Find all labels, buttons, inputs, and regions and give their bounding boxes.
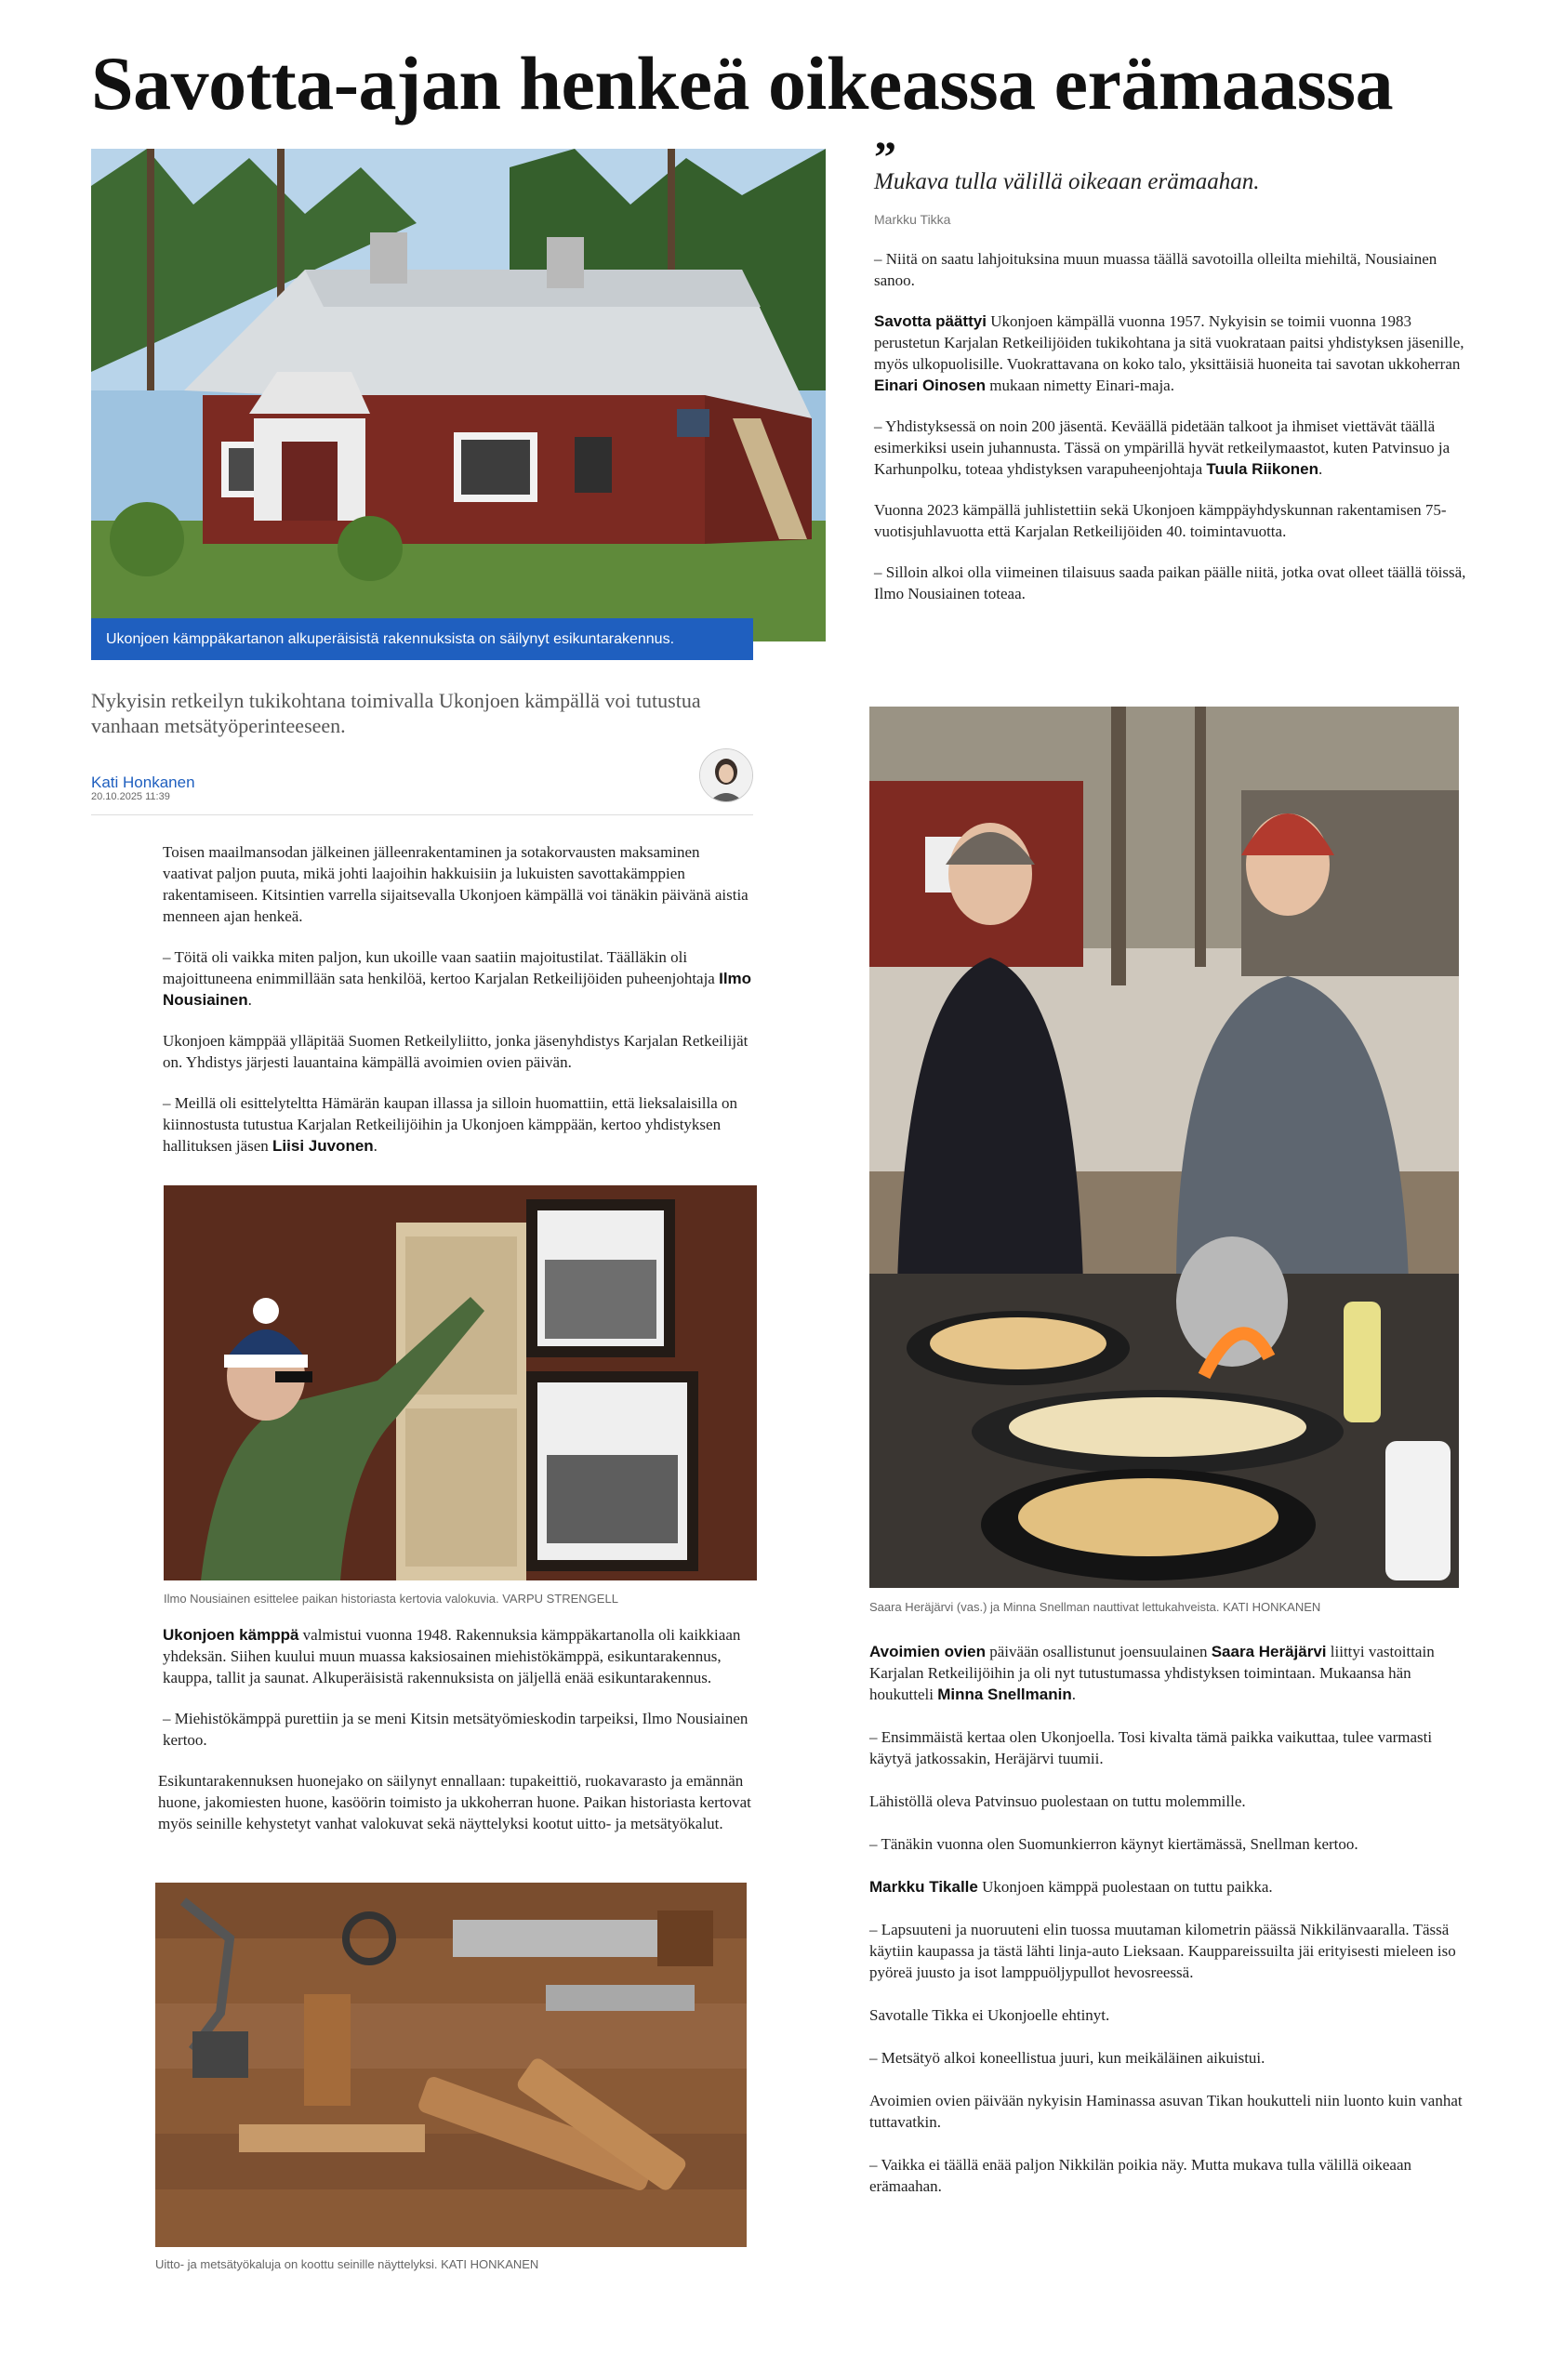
photo-tools-caption: Uitto- ja metsätyökaluja on koottu seinille näyttelyksi. KATI HONKANEN <box>155 2257 539 2271</box>
quote-mark: ” <box>874 133 896 182</box>
hero-caption: Ukonjoen kämppäkartanon alkuperäisistä rakennuksista on säilynyt esikuntarakennus. <box>91 618 753 660</box>
paragraph: – Töitä oli vaikka miten paljon, kun ukoille vaan saatiin majoitustilat. Täälläkin oli majoittuneena enimmillään sata henkilöä, kertoo Karjalan Retkeilijöiden puheenjohtaja Ilmo Nousiainen. <box>163 948 752 1009</box>
paragraph: Vuonna 2023 kämpällä juhlistettiin sekä Ukonjoen kämppäyhdyskunnan rakentamisen 75-vuotisjuhlavuotta että Karjalan Retkeilijöiden 40. toimintavuotta. <box>874 501 1447 540</box>
hero-photo-cabin <box>91 149 826 641</box>
lead-text: Nykyisin retkeilyn tukikohtana toimivalla Ukonjoen kämpällä voi tutustua vanhaan metsätyöperinteeseen. <box>91 689 701 737</box>
left-text-block-1 <box>163 841 753 1157</box>
right-text-block-1 <box>874 248 1469 604</box>
paragraph: Toisen maailmansodan jälkeinen jälleenrakentaminen ja sotakorvausten maksaminen vaativat paljon puuta, mikä johti laajoihin hakkuisiin ja lukuisten savottakämppien rakentamiseen. Kitsintien varrella sijaitsevalla Ukonjoen kämpällä voi tänäkin päivänä aistia menneen ajan henkeä. <box>163 843 749 925</box>
paragraph: Ukonjoen kämppää ylläpitää Suomen Retkeilyliitto, jonka jäsenyhdistys Karjalan Retkeilijät on. Yhdistys järjesti lauantaina kämpällä avoimien ovien päivän. <box>163 1032 749 1071</box>
byline-divider <box>91 814 753 815</box>
pull-quote: Mukava tulla välillä oikeaan erämaahan. <box>874 169 1260 194</box>
photo-tools <box>155 1883 747 2247</box>
paragraph: – Meillä oli esittelyteltta Hämärän kaupan illassa ja silloin huomattiin, että lieksalaisilla on kiinnostusta tutustua Karjalan Retkeilijöihin ja Ukonjoen kämppään, kertoo yhdistyksen hallituksen jäsen Liisi Juvonen. <box>163 1094 737 1155</box>
paragraph: Esikuntarakennuksen huonejako on säilynyt ennallaan: tupakeittiö, ruokavarasto ja emännän huone, jakomiesten huone, kasöörin toimisto ja ukkoherran huone. Paikan historiasta kertovat myös seinille kehystetyt vanhat valokuvat sekä näyttelyksi kootut uitto- ja metsätyökalut. <box>158 1772 751 1832</box>
paragraph: Avoimien ovien päivään osallistunut joensuulainen Saara Heräjärvi liittyi vastoittain Karjalan Retkeilijöihin ja oli nyt tutustumassa yhdistyksen toimintaan. Mukaansa hän houkutteli Minna Snellmanin. <box>869 1643 1435 1703</box>
paragraph: – Tänäkin vuonna olen Suomunkierron käynyt kiertämässä, Snellman kertoo. <box>869 1835 1358 1853</box>
author-link[interactable]: Kati Honkanen <box>91 774 195 791</box>
left-text-block-2 <box>158 1624 758 1834</box>
paragraph: – Vaikka ei täällä enää paljon Nikkilän poikia näy. Mutta mukava tulla välillä oikeaan erämaahan. <box>869 2156 1412 2195</box>
photo-women-caption: Saara Heräjärvi (vas.) ja Minna Snellman nauttivat lettukahveista. KATI HONKANEN <box>869 1600 1321 1614</box>
paragraph: – Ensimmäistä kertaa olen Ukonjoella. Tosi kivalta tämä paikka vaikuttaa, tulee varmasti käytyä jatkossakin, Heräjärvi tuumii. <box>869 1728 1433 1767</box>
paragraph: Lähistöllä oleva Patvinsuo puolestaan on tuttu molemmille. <box>869 1792 1246 1810</box>
paragraph: – Niitä on saatu lahjoituksina muun muassa täällä savotoilla olleilta miehiltä, Nousiainen sanoo. <box>874 250 1437 289</box>
paragraph: – Silloin alkoi olla viimeinen tilaisuus saada paikan päälle niitä, jotka ovat olleet täällä töissä, Ilmo Nousiainen toteaa. <box>874 563 1466 602</box>
paragraph: – Yhdistyksessä on noin 200 jäsentä. Keväällä pidetään talkoot ja ihmiset viettävät täällä esimerkiksi usein juhannusta. Tässä on ympärillä hyvät retkeilymaastot, kuten Patvinsuo ja Karhunpolku, toteaa yhdistyksen varapuheenjohtaja Tuula Riikonen. <box>874 417 1451 478</box>
author-avatar <box>699 748 753 802</box>
photo-women <box>869 707 1459 1588</box>
publish-date: 20.10.2025 11:39 <box>91 791 170 802</box>
paragraph: Ukonjoen kämppä valmistui vuonna 1948. Rakennuksia kämppäkartanolla oli kaikkiaan yhdeksän. Siihen kuului muun muassa kaksiosainen miehistökämppä, esikuntarakennus, kauppa, tallit ja saunat. Alkuperäisistä rakennuksista on jäljellä enää esikuntarakennus. <box>163 1626 741 1686</box>
photo-ilmo-caption: Ilmo Nousiainen esittelee paikan historiasta kertovia valokuvia. VARPU STRENGELL <box>164 1592 618 1606</box>
headline: Savotta-ajan henkeä oikeassa erämaassa <box>91 41 1394 126</box>
paragraph: – Miehistökämppä purettiin ja se meni Kitsin metsätyömieskodin tarpeiksi, Ilmo Nousiainen kertoo. <box>163 1710 749 1749</box>
paragraph: Savotta päättyi Ukonjoen kämpällä vuonna 1957. Nykyisin se toimii vuonna 1983 perustetun Karjalan Retkeilijöiden tukikohtana ja sitä vuokrataan paitsi yhdistyksen jäsenille, myös ulkopuolisille. Vuokrattavana on koko talo, yksittäisiä huoneita tai savotan ukkoherran Einari Oinosen mukaan nimetty Einari-maja. <box>874 312 1464 394</box>
photo-ilmo <box>164 1185 757 1580</box>
paragraph: – Lapsuuteni ja nuoruuteni elin tuossa muutaman kilometrin päässä Nikkilänvaaralla. Tässä käytiin kaupassa ja tästä lähti linja-auto Lieksaan. Kauppareissuilta jäi erityisesti mieleen iso pyöreä juusto ja isot lamppuöljypullot hevosreessä. <box>869 1921 1456 1981</box>
paragraph: Markku Tikalle Ukonjoen kämppä puolestaan on tuttu paikka. <box>869 1878 1273 1896</box>
paragraph: Avoimien ovien päivään nykyisin Haminassa asuvan Tikan houkutteli niin luonto kuin vanhat tuttavatkin. <box>869 2092 1463 2131</box>
pull-quote-author: Markku Tikka <box>874 212 951 227</box>
paragraph: Savotalle Tikka ei Ukonjoelle ehtinyt. <box>869 2006 1110 2024</box>
right-text-block-2 <box>869 1641 1464 2197</box>
paragraph: – Metsätyö alkoi koneellistua juuri, kun meikäläinen aikuistui. <box>869 2049 1265 2067</box>
